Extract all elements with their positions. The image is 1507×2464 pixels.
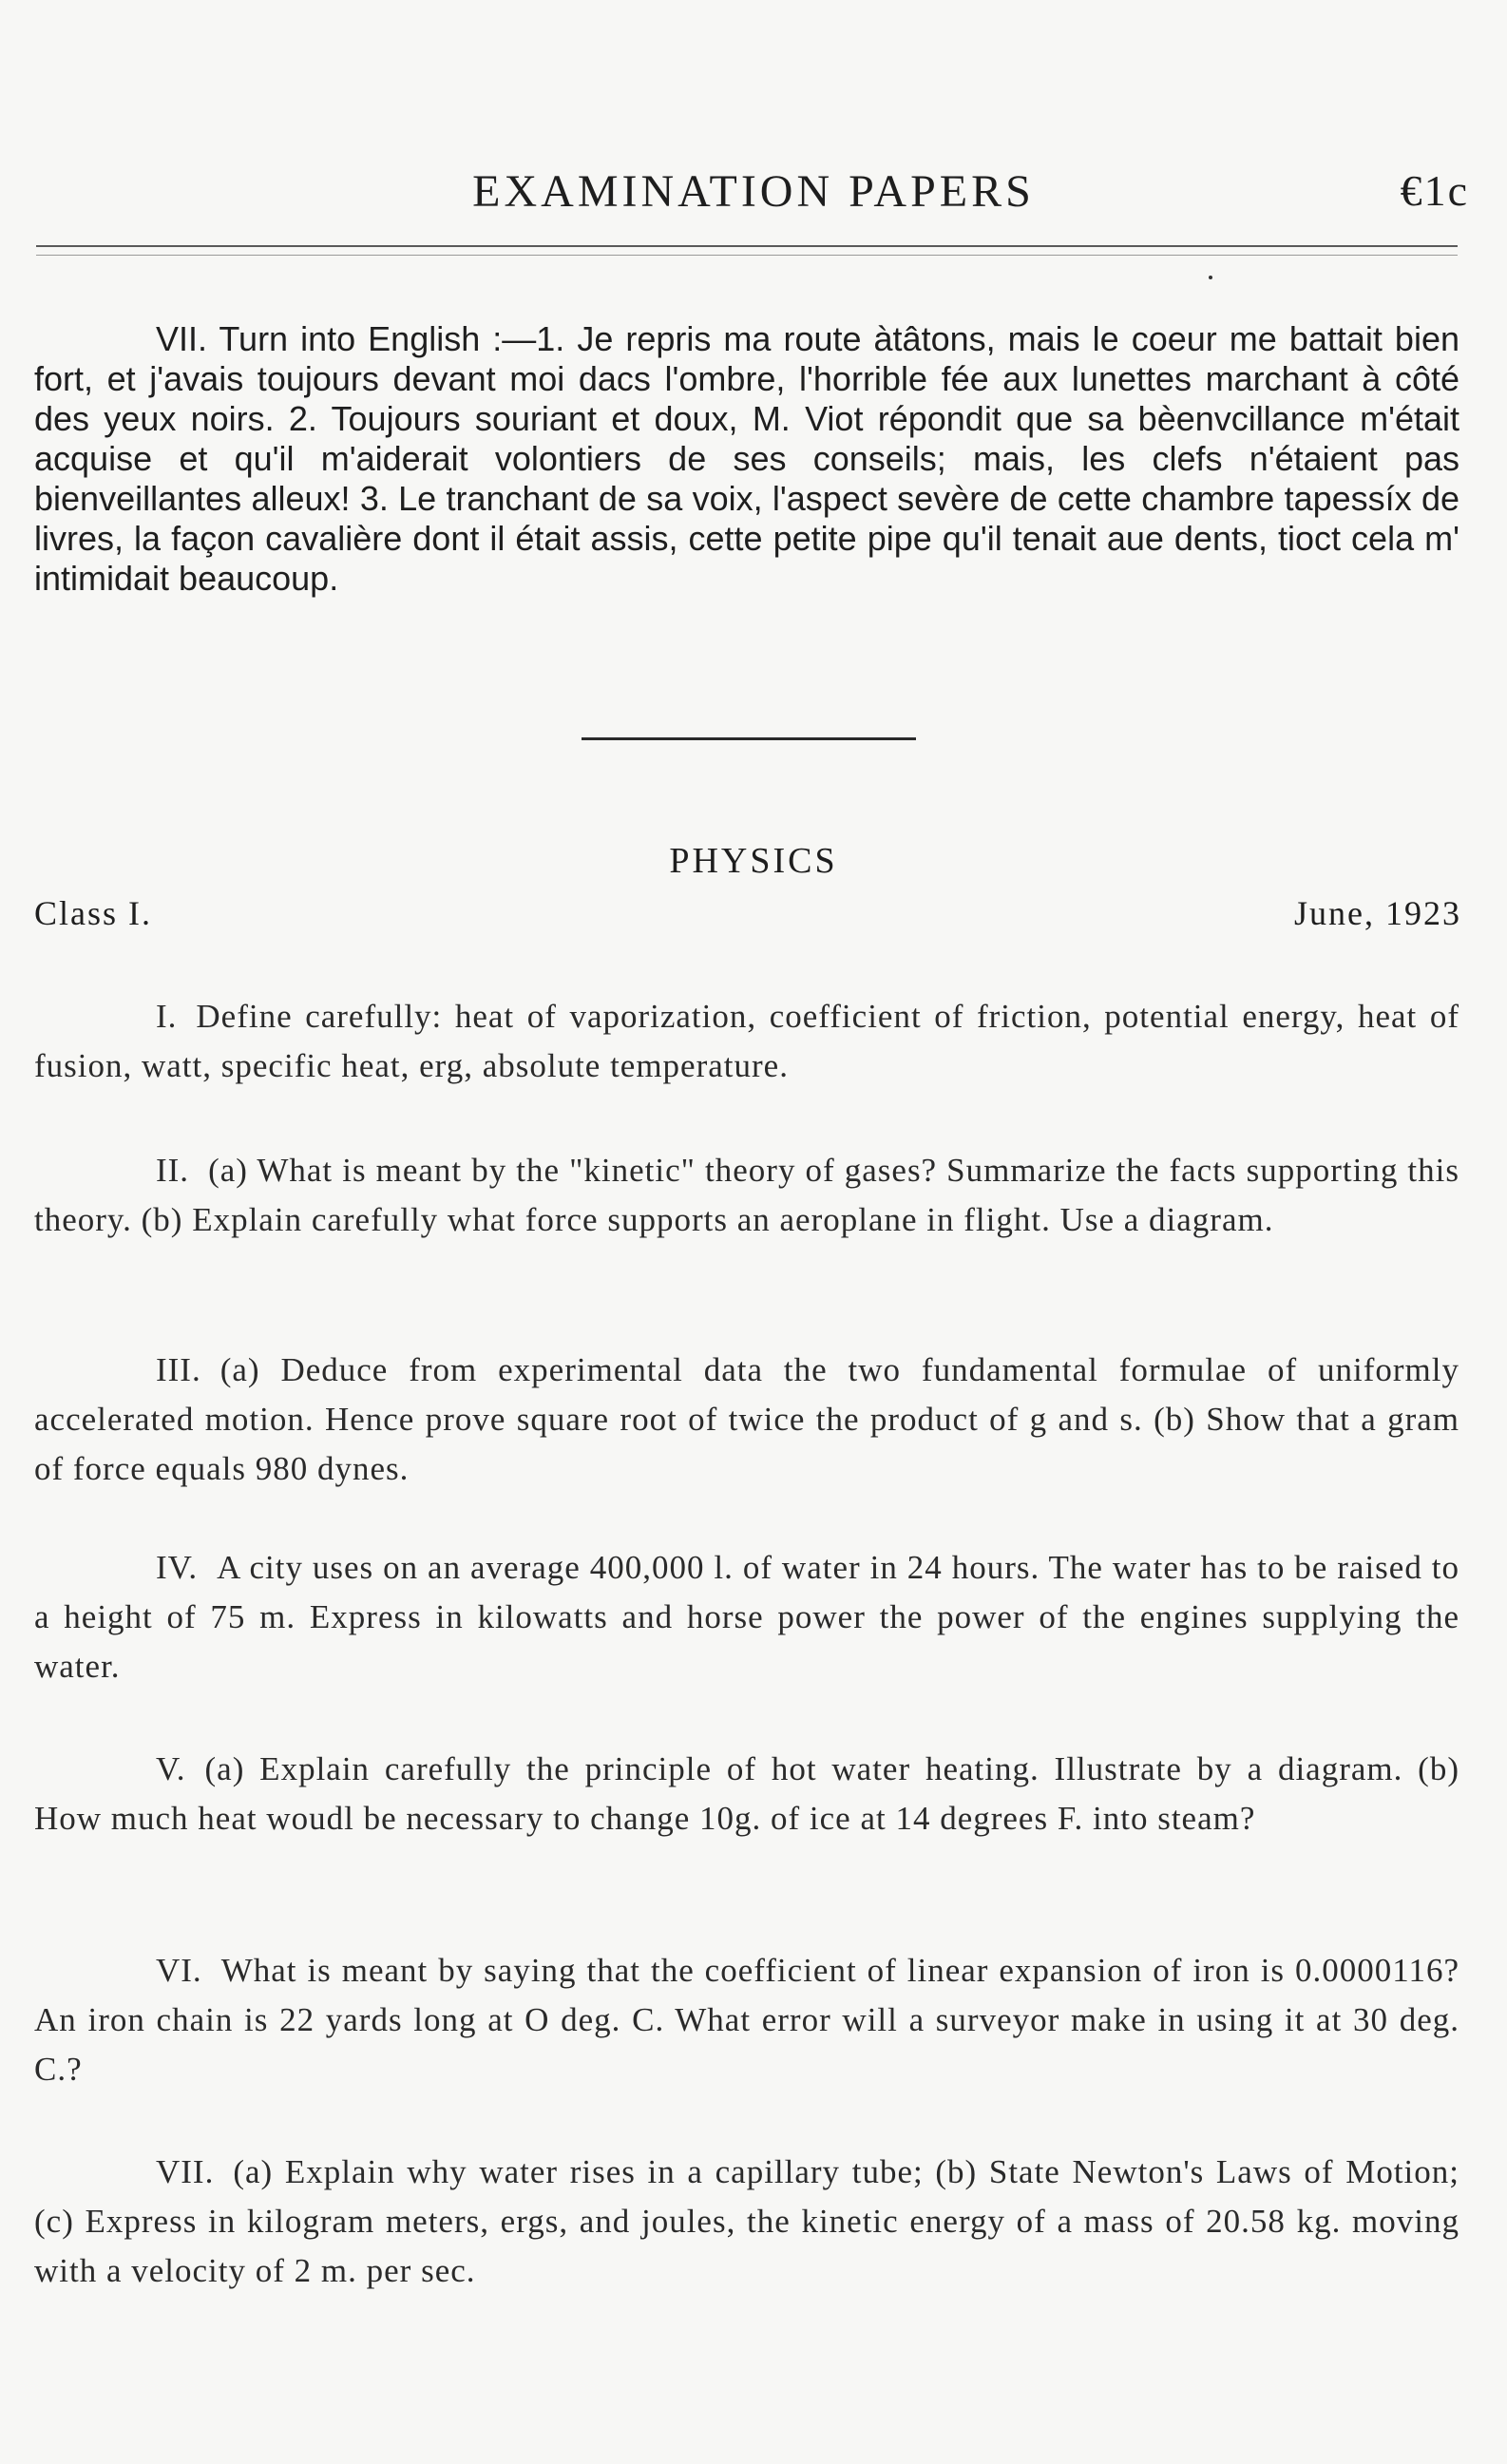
question-number: II. bbox=[156, 1152, 190, 1189]
question-3 bbox=[34, 1346, 1459, 1494]
question-number: VI. bbox=[156, 1952, 202, 1989]
running-head bbox=[0, 162, 1507, 219]
question-text: (a) Deduce from experimental data the two fundamental formulae of uniformly accelerated motion. Hence prove square root of twice the product of g and s. (b) Show that a gram of force equals 980 dynes. bbox=[34, 1351, 1459, 1487]
question-number: V. bbox=[156, 1750, 186, 1787]
running-title: EXAMINATION PAPERS bbox=[472, 166, 1035, 217]
question-2 bbox=[34, 1146, 1459, 1245]
question-7 bbox=[34, 2148, 1459, 2296]
question-number: III. bbox=[156, 1351, 201, 1388]
question-text: (a) What is meant by the "kinetic" theory of gases? Summarize the facts supporting this theory. (b) Explain carefully what force supports an aeroplane in flight. Use a diagram. bbox=[34, 1152, 1459, 1238]
question-1 bbox=[34, 992, 1459, 1091]
question-text: Define carefully: heat of vaporization, coefficient of friction, potential energy, heat of fusion, watt, specific heat, erg, absolute temperature. bbox=[34, 998, 1459, 1084]
section-divider bbox=[582, 737, 916, 740]
question-text: (a) Explain why water rises in a capillary tube; (b) State Newton's Laws of Motion; (c) Express in kilogram meters, ergs, and joules, the kinetic energy of a mass of 20.58 kg. moving with a velocity of 2 m. per sec. bbox=[34, 2153, 1459, 2289]
page-number: €1c bbox=[1400, 166, 1469, 215]
header-rule bbox=[36, 245, 1458, 247]
question-5 bbox=[34, 1745, 1459, 1843]
question-6 bbox=[34, 1946, 1459, 2094]
exam-date: June, 1923 bbox=[1294, 894, 1461, 932]
question-number: I. bbox=[156, 998, 178, 1035]
question-number: IV. bbox=[156, 1549, 199, 1586]
question-4 bbox=[34, 1543, 1459, 1691]
print-speck bbox=[1209, 276, 1212, 279]
french-translation-question bbox=[34, 319, 1459, 599]
section-title: PHYSICS bbox=[669, 841, 838, 881]
french-text: VII. Turn into English :—1. Je repris ma route àtâtons, mais le coeur me battait bien fort, et j'avais toujours devant moi dacs l'ombre, l'horrible fée aux lunettes marchant à côté des yeux noirs. 2. Toujours souriant et doux, M. Viot répondit que sa bèenvcillance m'était acquise et qu'il m'aiderait volontiers de ses conseils; mais, les clefs n'étaient pas bienveillantes alleux! 3. Le tranchant de sa voix, l'aspect sevère de cette chambre tapessíx de livres, la façon cavalière dont il était assis, cette petite pipe qu'il tenait aue dents, tioct cela m' intimidait beaucoup. bbox=[34, 319, 1459, 598]
question-number: VII. bbox=[156, 2153, 215, 2190]
question-text: (a) Explain carefully the principle of hot water heating. Illustrate by a diagram. (b) How much heat woudl be necessary to change 10g. of ice at 14 degrees F. into steam? bbox=[34, 1750, 1459, 1837]
question-text: A city uses on an average 400,000 l. of water in 24 hours. The water has to be raised to a height of 75 m. Express in kilowatts and horse power the power of the engines supplying the water. bbox=[34, 1549, 1459, 1685]
question-text: What is meant by saying that the coefficient of linear expansion of iron is 0.0000116? An iron chain is 22 yards long at O deg. C. What error will a surveyor make in using it at 30 deg. C.? bbox=[34, 1952, 1459, 2088]
header-rule-thin bbox=[36, 255, 1458, 256]
class-label: Class I. bbox=[34, 894, 152, 932]
